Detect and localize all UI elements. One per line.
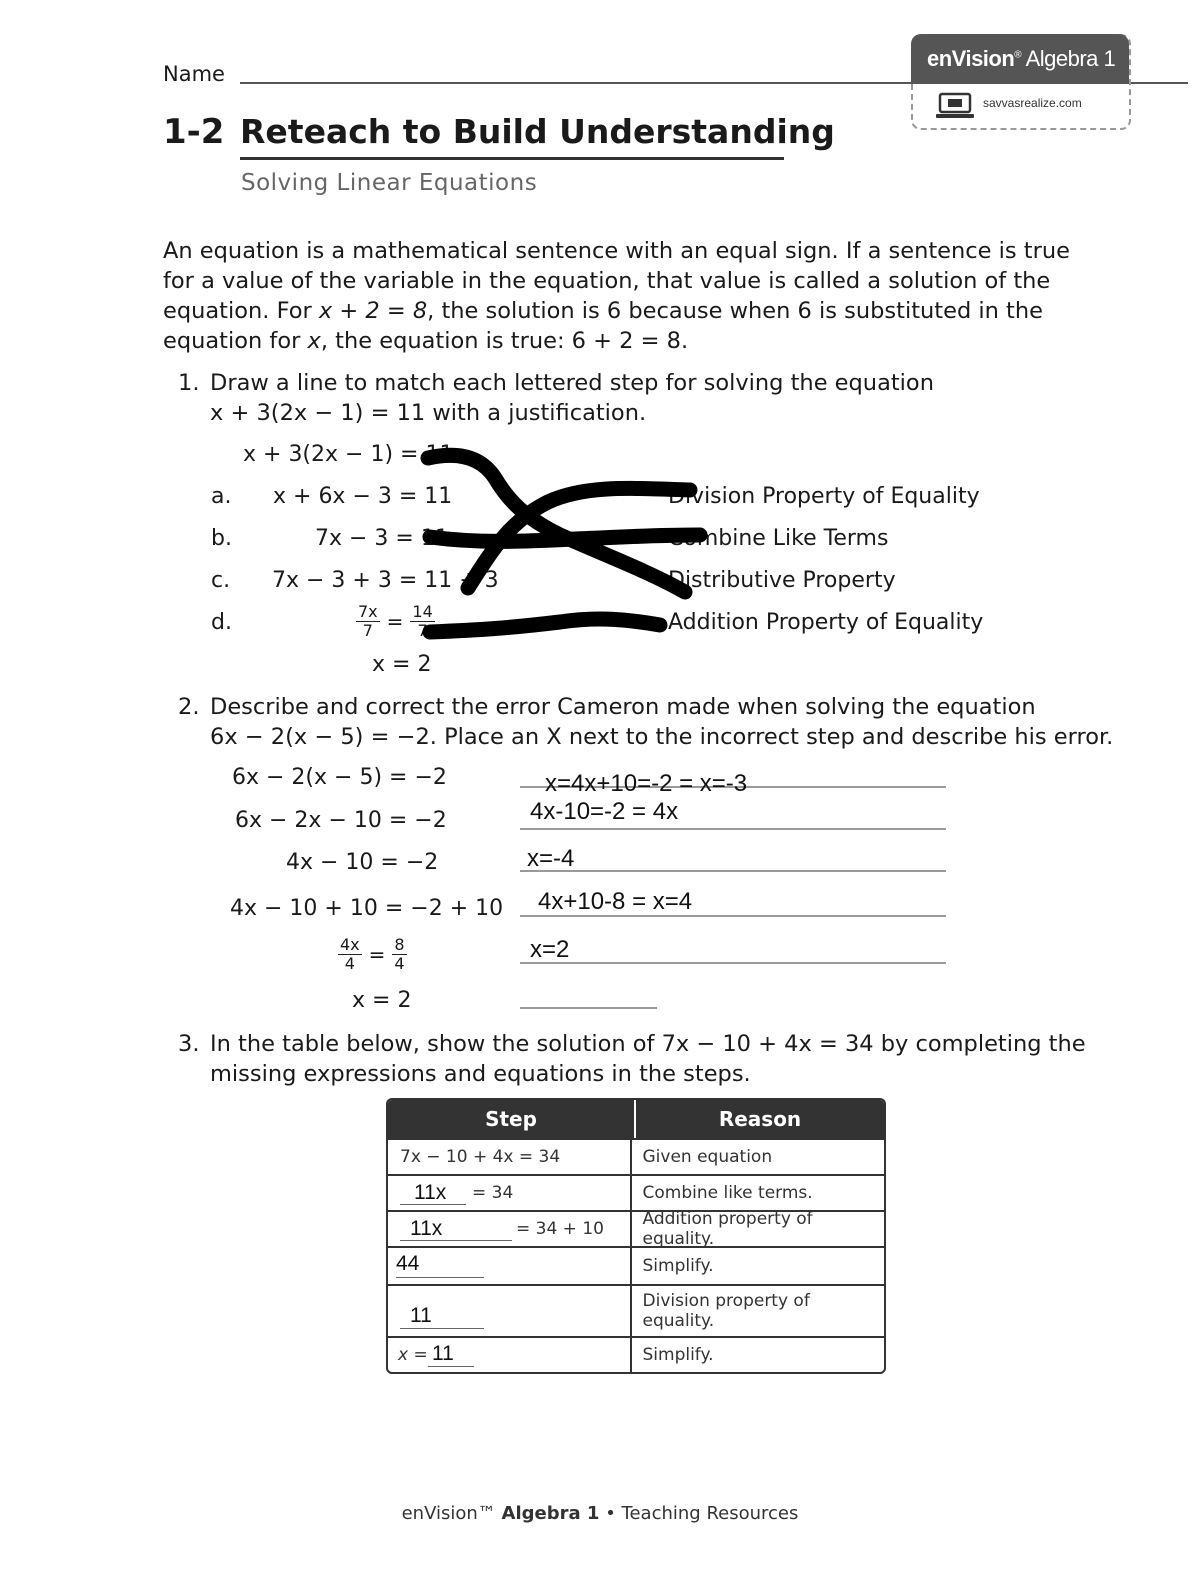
- row2-blank-line[interactable]: [400, 1204, 466, 1205]
- row6-handwritten: 11: [432, 1342, 454, 1365]
- q3-line1: In the table below, show the solution of 7x − 10 + 4x = 34 by completing the: [210, 1031, 1086, 1057]
- handwritten-answer-2: 4x-10=-2 = 4x: [530, 798, 679, 825]
- stroke-c-to-addition: [430, 619, 660, 632]
- intro-p3: , the equation is true: 6 + 2 = 8.: [320, 328, 689, 354]
- table-row: [388, 1284, 884, 1336]
- intro-p2: , the solution is 6 because when 6 is substituted in the equation for: [163, 298, 1043, 354]
- row2-step[interactable]: [388, 1176, 632, 1210]
- table-row: [388, 1336, 884, 1372]
- q1-step-b-letter: b.: [211, 526, 232, 551]
- justification-division[interactable]: Division Property of Equality: [668, 484, 980, 509]
- subtitle: Solving Linear Equations: [241, 170, 538, 196]
- row5-step[interactable]: [388, 1286, 632, 1336]
- row3-printed: = 34 + 10: [516, 1219, 604, 1239]
- row3-handwritten: 11x: [410, 1217, 443, 1240]
- lesson-title: Reteach to Build Understanding: [240, 112, 835, 151]
- handwritten-answer-3: x=-4: [527, 845, 575, 872]
- footer-bullet: •: [605, 1503, 616, 1524]
- q2-step-4: 4x − 10 + 10 = −2 + 10: [230, 896, 504, 921]
- row3-blank-line[interactable]: [400, 1240, 512, 1241]
- footer-brand: enVision™: [401, 1503, 496, 1524]
- handwritten-answer-1: x=4x+10=-2 = x=-3: [545, 770, 748, 797]
- answer-line-2[interactable]: [520, 828, 946, 830]
- q1-step-d-num-right: 14: [412, 602, 433, 621]
- q1-step-d-letter: d.: [211, 610, 232, 635]
- row3-reason: Addition property of equality.: [642, 1209, 813, 1249]
- handwritten-answer-4: 4x+10-8 = x=4: [538, 888, 693, 915]
- row6-blank-line[interactable]: [428, 1366, 474, 1367]
- q2-step-2: 6x − 2x − 10 = −2: [235, 808, 447, 833]
- header-reason: Reason: [718, 1107, 802, 1131]
- q2-step-3: 4x − 10 = −2: [286, 850, 439, 875]
- q1-step-d-den-right: 7: [417, 621, 428, 640]
- row1-step-printed: 7x − 10 + 4x = 34: [400, 1147, 561, 1167]
- row6-step[interactable]: [388, 1338, 632, 1372]
- row5-blank-line[interactable]: [400, 1328, 484, 1329]
- q1-final: x = 2: [372, 652, 432, 677]
- q2-frac-den-left: 4: [344, 954, 355, 973]
- intro-p2-var: x: [307, 328, 321, 354]
- q2-frac-left: [338, 936, 362, 973]
- header-step: Step: [388, 1100, 636, 1138]
- row1-step: [388, 1140, 632, 1174]
- q1-line2: x + 3(2x − 1) = 11 with a justification.: [210, 400, 647, 426]
- q1-step-a-equation: x + 6x − 3 = 11: [273, 484, 453, 509]
- lesson-number: 1-2: [163, 112, 225, 152]
- q2-line1: Describe and correct the error Cameron made when solving the equation: [210, 694, 1036, 720]
- answer-line-5[interactable]: [520, 962, 946, 964]
- table-header: [388, 1100, 884, 1138]
- footer-resource: Teaching Resources: [621, 1503, 799, 1524]
- row2-printed: = 34: [472, 1183, 514, 1203]
- footer-product: Algebra 1: [501, 1503, 600, 1524]
- q1-step-c-letter: c.: [211, 568, 231, 593]
- q2-number: 2.: [178, 694, 200, 720]
- q1-given-equation: x + 3(2x − 1) = 11: [243, 442, 454, 467]
- name-label: Name: [163, 62, 225, 86]
- q3-number: 3.: [178, 1031, 200, 1057]
- row4-step[interactable]: [388, 1248, 632, 1284]
- answer-line-3[interactable]: [520, 870, 946, 872]
- row5-handwritten: 11: [410, 1304, 432, 1327]
- q3-line2: missing expressions and equations in the steps.: [210, 1061, 751, 1087]
- answer-line-6[interactable]: [520, 1007, 657, 1009]
- solution-table: [386, 1098, 886, 1374]
- q1-number: 1.: [178, 370, 200, 396]
- q2-frac-num-right: 8: [394, 935, 405, 954]
- stroke-given-to-distributive: [428, 455, 685, 592]
- row5-reason: Division property of equality.: [642, 1291, 810, 1331]
- brand-mark: ®: [1014, 49, 1022, 61]
- matching-strokes[interactable]: [0, 0, 1200, 700]
- handwritten-answer-5: x=2: [530, 936, 570, 963]
- table-row: [388, 1174, 884, 1210]
- stroke-b-to-combine: [430, 535, 700, 541]
- table-row: [388, 1209, 884, 1249]
- q1-step-c-equation: 7x − 3 + 3 = 11 + 3: [272, 568, 499, 593]
- q2-frac-right: [392, 936, 406, 973]
- table-row: [388, 1138, 884, 1174]
- q2-step-1: 6x − 2(x − 5) = −2: [232, 765, 447, 790]
- q2-final: x = 2: [352, 988, 412, 1013]
- table-row: [388, 1246, 884, 1284]
- row4-blank-line[interactable]: [396, 1277, 484, 1278]
- q2-line2: 6x − 2(x − 5) = −2. Place an X next to the incorrect step and describe his error.: [210, 724, 1114, 750]
- row4-handwritten: 44: [396, 1252, 420, 1275]
- intro-p1-eq: x + 2 = 8: [318, 298, 428, 324]
- q1-line1: Draw a line to match each lettered step for solving the equation: [210, 370, 934, 396]
- q1-step-d-equals: =: [386, 609, 404, 634]
- q2-step-5: [338, 936, 407, 973]
- q2-frac-den-right: 4: [394, 954, 405, 973]
- row3-step[interactable]: [388, 1212, 632, 1246]
- q2-frac-num-left: 4x: [340, 935, 360, 954]
- q1-step-b-equation: 7x − 3 = 11: [315, 526, 449, 551]
- q1-step-a-letter: a.: [211, 484, 232, 509]
- brand-url: savvasrealize.com: [983, 96, 1082, 110]
- justification-distributive[interactable]: Distributive Property: [668, 568, 896, 593]
- footer: [0, 1503, 1200, 1524]
- brand-en: enVision: [927, 46, 1015, 71]
- row2-handwritten: 11x: [414, 1181, 447, 1204]
- row2-reason: Combine like terms.: [642, 1183, 813, 1203]
- row6-reason: Simplify.: [642, 1345, 714, 1365]
- q1-step-d-den-left: 7: [362, 621, 373, 640]
- q1-step-d-num-left: 7x: [358, 602, 378, 621]
- q2-frac-equals: =: [368, 942, 386, 967]
- justification-addition[interactable]: Addition Property of Equality: [668, 610, 984, 635]
- row1-reason: Given equation: [642, 1147, 773, 1167]
- justification-combine[interactable]: Combine Like Terms: [668, 526, 889, 551]
- row4-reason: Simplify.: [642, 1256, 714, 1276]
- row6-printed: x =: [398, 1345, 428, 1365]
- brand-product: Algebra 1: [1025, 46, 1116, 71]
- intro-p1: An equation is a mathematical sentence with an equal sign. If a sentence is true for a value of the variable in the equation, that value is called a solution of the equation. For: [163, 238, 1070, 324]
